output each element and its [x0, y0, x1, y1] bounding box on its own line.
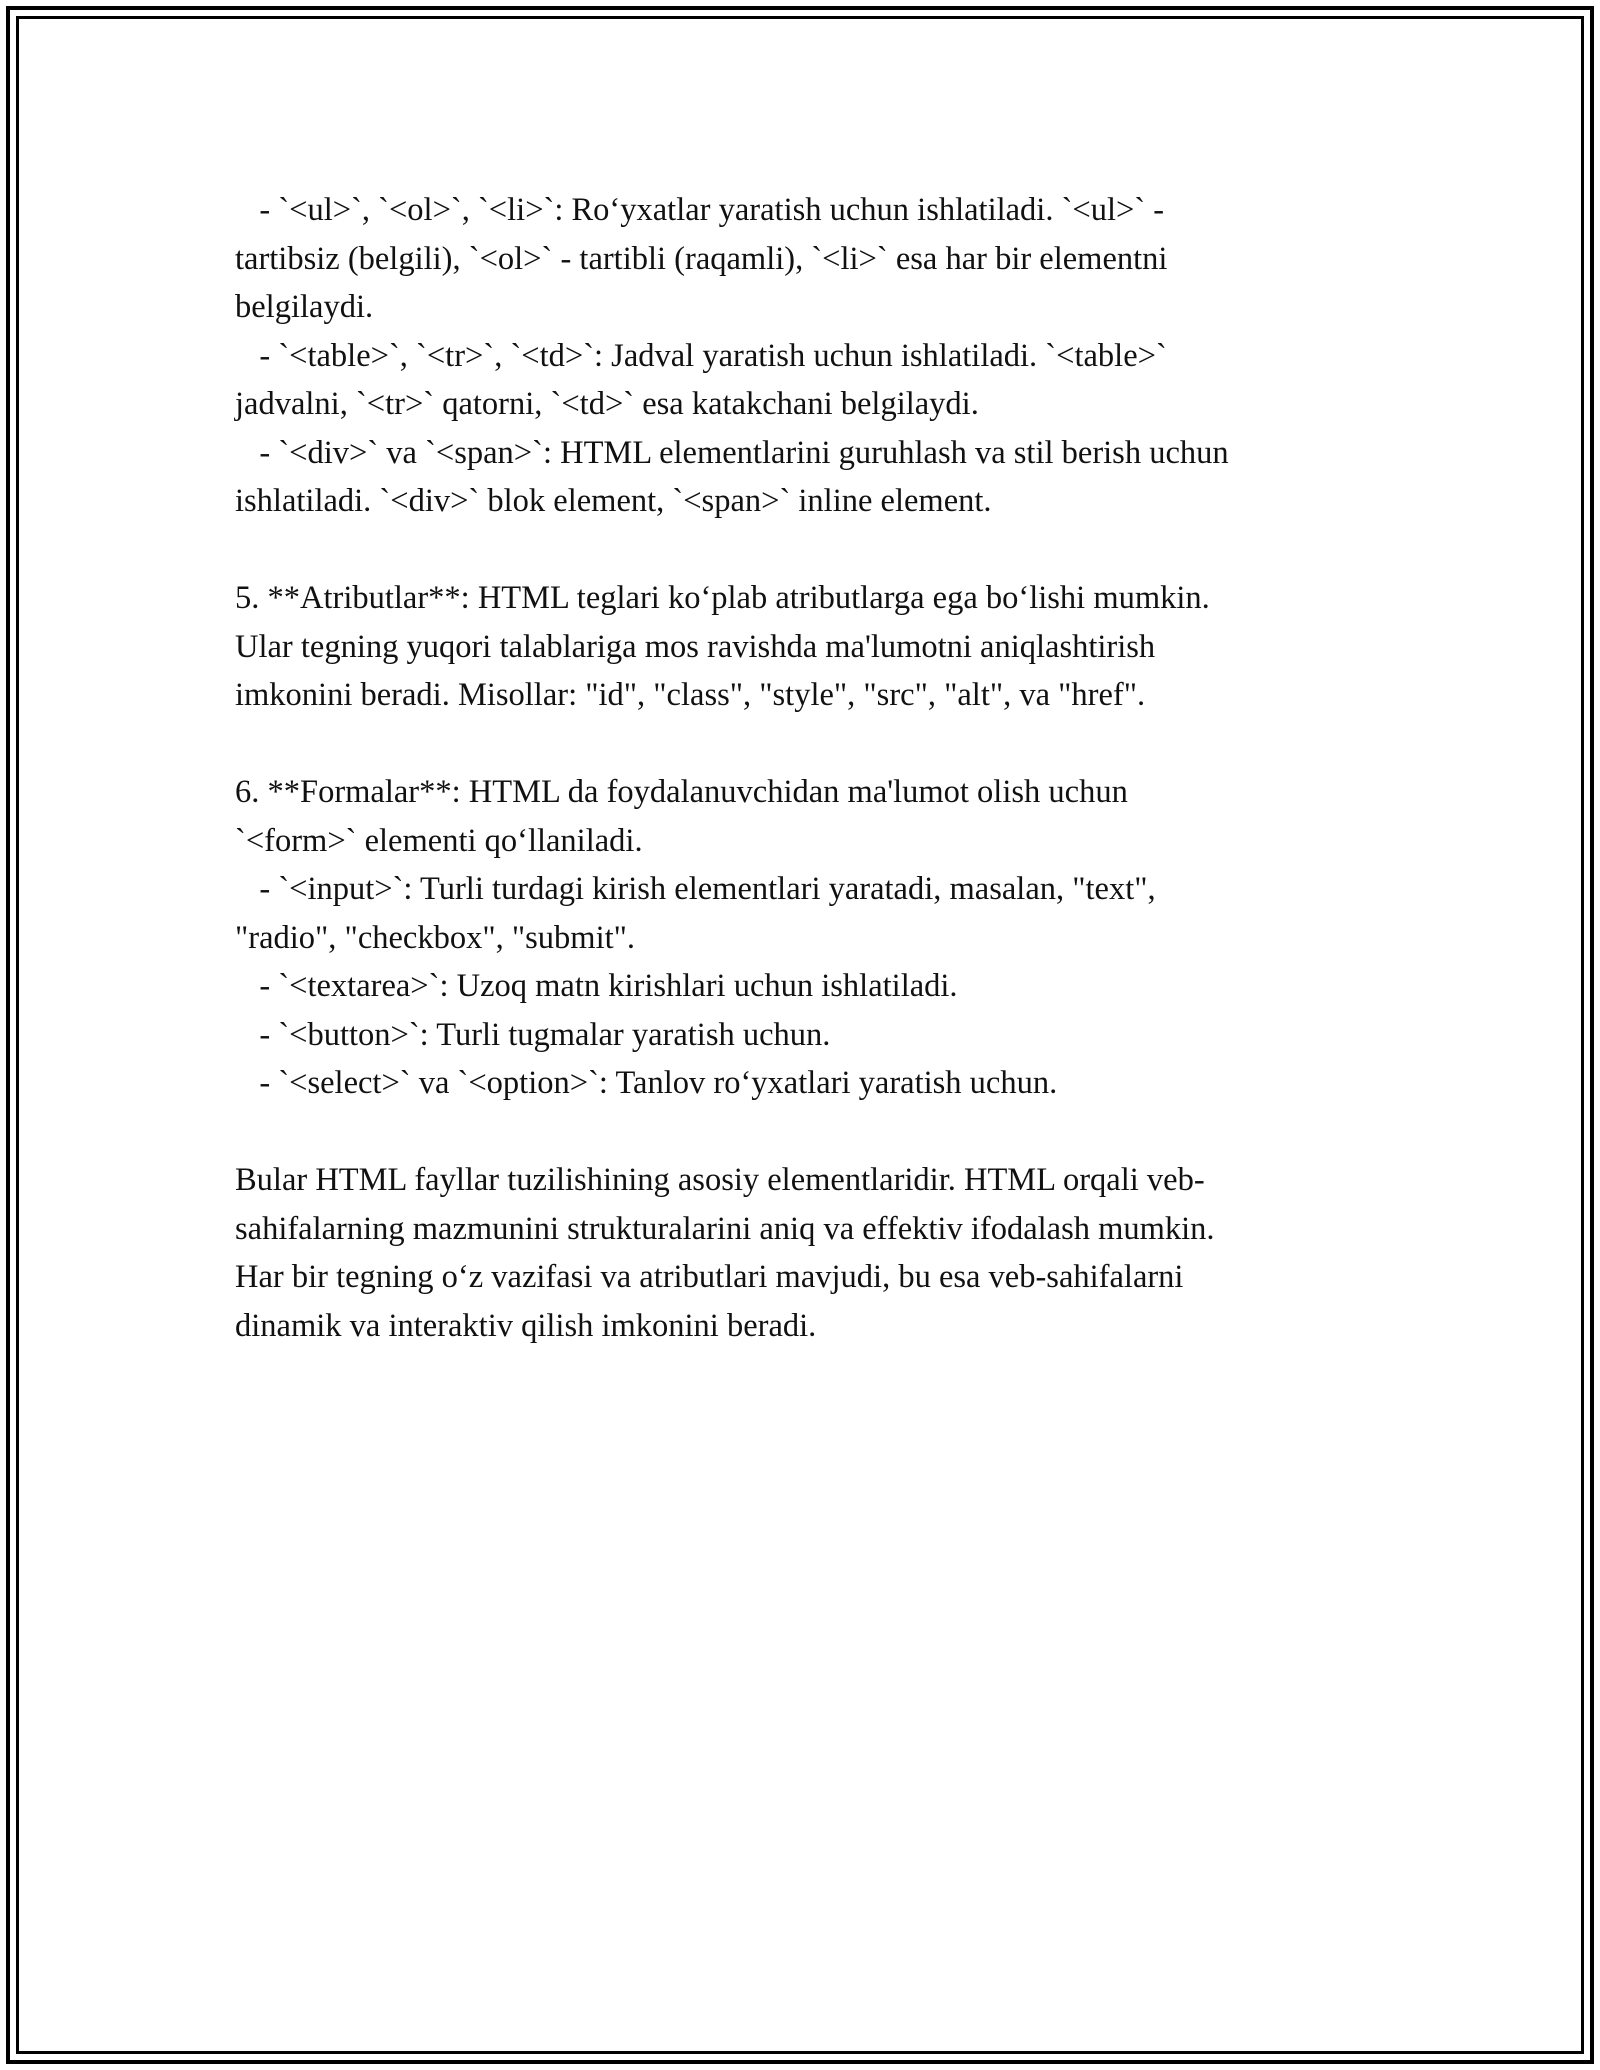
paragraph-forms: [235, 768, 1370, 1108]
text-line: Har bir tegning o‘z vazifasi va atributlari mavjudi, bu esa veb-sahifalarni: [235, 1259, 1184, 1295]
text-line: "radio", "checkbox", "submit".: [235, 919, 636, 956]
text-line: dinamik va interaktiv qilish imkonini beradi.: [235, 1307, 817, 1344]
paragraph-spacer: [235, 1108, 1370, 1157]
text-line: - `<button>`: Turli tugmalar yaratish uchun.: [235, 1016, 831, 1053]
text-line: Ular tegning yuqori talablariga mos ravishda ma'lumotni aniqlashtirish: [235, 628, 1156, 665]
text-line: jadvalni, `<tr>` qatorni, `<td>` esa katakchani belgilaydi.: [235, 386, 979, 422]
text-line: - `<input>`: Turli turdagi kirish elementlari yaratadi, masalan, "text",: [235, 871, 1156, 907]
text-line: 6. **Formalar**: HTML da foydalanuvchidan ma'lumot olish uchun: [235, 774, 1128, 810]
text-line: - `<select>` va `<option>`: Tanlov ro‘yxatlari yaratish uchun.: [235, 1065, 1058, 1101]
paragraph-attributes: [235, 574, 1370, 720]
text-line: 5. **Atributlar**: HTML teglari ko‘plab atributlarga ega bo‘lishi mumkin.: [235, 580, 1210, 616]
text-line: `<form>` elementi qo‘llaniladi.: [235, 822, 643, 859]
text-line: - `<table>`, `<tr>`, `<td>`: Jadval yaratish uchun ishlatiladi. `<table>`: [235, 337, 1167, 374]
paragraph-spacer: [235, 526, 1370, 575]
text-line: ishlatiladi. `<div>` blok element, `<span>` inline element.: [235, 483, 992, 519]
text-line: belgilaydi.: [235, 289, 374, 325]
text-line: tartibsiz (belgili), `<ol>` - tartibli (raqamli), `<li>` esa har bir elementni: [235, 240, 1168, 277]
document-body: [235, 186, 1370, 1350]
paragraph-div-span-tags: [235, 429, 1370, 526]
paragraph-spacer: [235, 720, 1370, 769]
text-line: - `<ul>`, `<ol>`, `<li>`: Ro‘yxatlar yaratish uchun ishlatiladi. `<ul>` -: [235, 192, 1165, 228]
paragraph-list-tags: [235, 186, 1370, 332]
paragraph-conclusion: [235, 1156, 1370, 1350]
text-line: sahifalarning mazmunini strukturalarini aniq va effektiv ifodalash mumkin.: [235, 1210, 1215, 1247]
text-line: imkonini beradi. Misollar: "id", "class", "style", "src", "alt", va "href".: [235, 677, 1146, 713]
text-line: - `<textarea>`: Uzoq matn kirishlari uchun ishlatiladi.: [235, 968, 958, 1004]
paragraph-table-tags: [235, 332, 1370, 429]
text-line: Bular HTML fayllar tuzilishining asosiy elementlaridir. HTML orqali veb-: [235, 1162, 1205, 1198]
text-line: - `<div>` va `<span>`: HTML elementlarini guruhlash va stil berish uchun: [235, 434, 1229, 471]
